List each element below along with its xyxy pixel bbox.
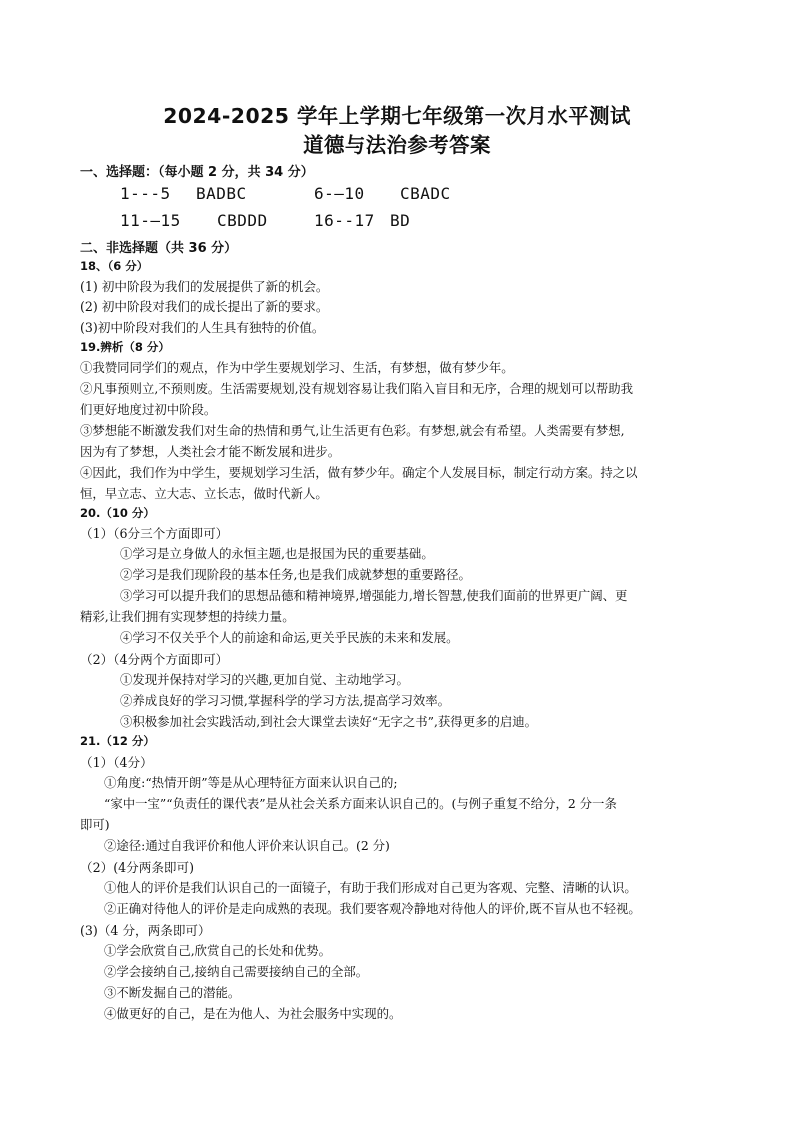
q19-heading: 19.辨析（8 分） <box>80 340 170 354</box>
q20-part2-line-3: ③积极参加社会实践活动,到社会大课堂去读好“无字之书”,获得更多的启迪。 <box>120 714 538 729</box>
q20-part1-label: （1）（6分三个方面即可） <box>80 526 229 541</box>
q19-para-1: ①我赞同同学们的观点，作为中学生要规划学习、生活，有梦想，做有梦少年。 <box>80 360 514 375</box>
section1-heading: 一、选择题：（每小题 2 分，共 34 分） <box>80 165 314 180</box>
answer-letters-16-17: BD <box>390 211 411 230</box>
q18-line-2: (2) 初中阶段对我们的成长提出了新的要求。 <box>80 299 329 314</box>
q21-part1-line-3: ②途径:通过自我评价和他人评价来认识自己。(2 分) <box>104 838 390 853</box>
q21-part1-line-1: ①角度:“热情开朗”等是从心理特征方面来认识自己的; <box>104 775 398 790</box>
q21-heading: 21.（12 分） <box>80 734 155 748</box>
q20-part1-line-2: ②学习是我们现阶段的基本任务,也是我们成就梦想的重要路径。 <box>120 567 471 582</box>
answer-letters-11-15: CBDDD <box>217 211 268 230</box>
answer-letters-1-5: BADBC <box>196 184 247 203</box>
q19-para-2a: ②凡事预则立,不预则废。生活需要规划,没有规划容易让我们陷入盲目和无序，合理的规划可以帮助我 <box>80 381 634 396</box>
q19-para-3a: ③梦想能不断激发我们对生命的热情和勇气,让生活更有色彩。有梦想,就会有希望。人类需要有梦想, <box>80 423 625 438</box>
answer-range-11-15: 11-—15 <box>120 211 181 230</box>
q20-part2-label: （2）（4分两个方面即可） <box>80 652 229 667</box>
q20-part2-line-1: ①发现并保持对学习的兴趣,更加自觉、主动地学习。 <box>120 672 409 687</box>
answer-range-16-17: 16--17 <box>314 211 375 230</box>
q21-part1-line-2b: 即可) <box>80 817 110 832</box>
q21-part3-line-3: ③不断发掘自己的潜能。 <box>104 985 241 1000</box>
q19-para-4b: 恒，早立志、立大志、立长志，做时代新人。 <box>80 486 328 501</box>
q19-para-4a: ④因此，我们作为中学生，要规划学习生活，做有梦少年。确定个人发展目标，制定行动方案。持之以 <box>80 465 638 480</box>
q20-part1-line-3b: 精彩,让我们拥有实现梦想的持续力量。 <box>80 609 295 624</box>
q21-part2-label: （2）(4分两条即可) <box>80 860 195 875</box>
doc-title-line1: 2024-2025 学年上学期七年级第一次月水平测试 <box>163 104 631 128</box>
q20-heading: 20.（10 分） <box>80 506 155 520</box>
q21-part1-label: （1）（4分） <box>80 755 153 770</box>
q20-part1-line-1: ①学习是立身做人的永恒主题,也是报国为民的重要基础。 <box>120 546 434 561</box>
answer-range-1-5: 1---5 <box>120 184 171 203</box>
q18-line-1: (1) 初中阶段为我们的发展提供了新的机会。 <box>80 279 329 294</box>
section2-heading: 二、非选择题（共 36 分） <box>80 241 238 256</box>
doc-title-line2: 道德与法治参考答案 <box>303 133 491 157</box>
answer-letters-6-10: CBADC <box>400 184 451 203</box>
q21-part2-line-1: ①他人的评价是我们认识自己的一面镜子，有助于我们形成对自己更为客观、完整、清晰的认识。 <box>104 880 637 895</box>
q19-para-2b: 们更好地度过初中阶段。 <box>80 402 217 417</box>
q21-part3-label: (3)（4 分，两条即可） <box>80 923 211 938</box>
q21-part3-line-1: ①学会欣赏自己,欣赏自己的长处和优势。 <box>104 943 331 958</box>
answer-range-6-10: 6-—10 <box>314 184 365 203</box>
q21-part1-line-2a: “家中一宝”“负责任的课代表”是从社会关系方面来认识自己的。(与例子重复不给分，2 分一条 <box>104 796 617 811</box>
q19-para-3b: 因为有了梦想，人类社会才能不断发展和进步。 <box>80 444 341 459</box>
q20-part1-line-3a: ③学习可以提升我们的思想品德和精神境界,增强能力,增长智慧,使我们面前的世界更广阔、更 <box>120 588 628 603</box>
q21-part2-line-2: ②正确对待他人的评价是走向成熟的表现。我们要客观冷静地对待他人的评价,既不盲从也不轻视。 <box>104 901 641 916</box>
q21-part3-line-2: ②学会接纳自己,接纳自己需要接纳自己的全部。 <box>104 964 369 979</box>
q21-part3-line-4: ④做更好的自己，是在为他人、为社会服务中实现的。 <box>104 1006 402 1021</box>
q18-heading: 18、（6 分） <box>80 259 149 273</box>
q20-part1-line-4: ④学习不仅关乎个人的前途和命运,更关乎民族的未来和发展。 <box>120 630 459 645</box>
q20-part2-line-2: ②养成良好的学习习惯,掌握科学的学习方法,提高学习效率。 <box>120 693 451 708</box>
q18-line-3: (3)初中阶段对我们的人生具有独特的价值。 <box>80 320 325 335</box>
